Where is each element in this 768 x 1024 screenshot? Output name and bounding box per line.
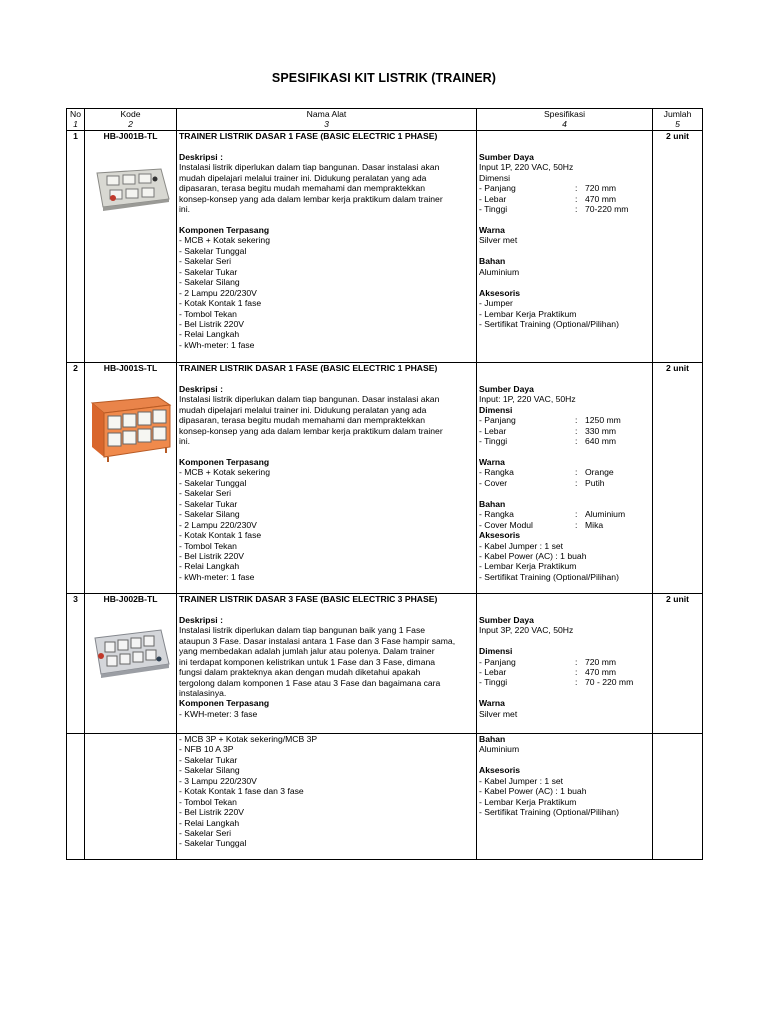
header-num-5: 5 xyxy=(653,119,703,130)
aksesoris-label: Aksesoris xyxy=(479,530,521,541)
table-row-continuation xyxy=(67,733,703,859)
dimensi-value: 70-220 mm xyxy=(585,204,629,215)
spesifikasi-cell xyxy=(477,733,653,859)
aksesoris-item: - Sertifikat Training (Optional/Pilihan) xyxy=(479,807,619,818)
komponen-item: - 3 Lampu 220/230V xyxy=(179,775,257,786)
komponen-item: - 2 Lampu 220/230V xyxy=(179,287,257,298)
dimensi-item xyxy=(479,677,650,687)
dimensi-colon: : xyxy=(575,677,578,688)
komponen-item: - Sakelar Tukar xyxy=(179,266,238,277)
aksesoris-item: - Kabel Power (AC) : 1 buah xyxy=(479,551,587,561)
warna-label: Warna xyxy=(479,456,505,467)
dimensi-value: 1250 mm xyxy=(585,415,621,426)
dimensi-label: Dimensi xyxy=(479,646,513,657)
dimensi-key: - Lebar xyxy=(479,667,507,678)
dimensi-colon: : xyxy=(575,656,578,667)
warna-label: Warna xyxy=(479,698,505,709)
bahan-value: Aluminium xyxy=(585,509,626,520)
deskripsi-line: yang membedakan adalah jumlah jalur atau polenya. Dalam trainer xyxy=(179,646,435,657)
komponen-item: - Bel Listrik 220V xyxy=(179,807,244,818)
komponen-item: - Sakelar Tunggal xyxy=(179,477,247,488)
deskripsi-line: instalasinya. xyxy=(179,687,227,698)
nama-alat-cell xyxy=(177,130,477,362)
aksesoris-item: - Lembar Kerja Praktikum xyxy=(479,796,577,807)
header-num-2: 2 xyxy=(85,119,177,130)
komponen-item: - Relai Langkah xyxy=(179,817,240,828)
deskripsi-line: mudah dipelajari melalui trainer ini. Didukung peralatan yang ada xyxy=(179,404,427,415)
komponen-item: - Sakelar Tukar xyxy=(179,754,238,765)
komponen-item: - Kotak Kontak 1 fase dan 3 fase xyxy=(179,786,304,797)
header-number-row xyxy=(67,119,703,130)
table-row xyxy=(67,130,703,362)
table-row xyxy=(67,593,703,733)
header-num-4: 4 xyxy=(477,119,653,130)
komponen-item: - 2 Lampu 220/230V xyxy=(179,519,257,530)
aksesoris-label: Aksesoris xyxy=(479,287,521,298)
dimensi-item xyxy=(479,194,650,204)
aksesoris-item: - Lembar Kerja Praktikum xyxy=(479,561,577,572)
komponen-item: - Bel Listrik 220V xyxy=(179,551,244,562)
dimensi-colon: : xyxy=(575,436,578,447)
dimensi-colon: : xyxy=(575,183,578,194)
header-jumlah: Jumlah xyxy=(653,109,703,120)
komponen-item: - Tombol Tekan xyxy=(179,796,237,807)
dimensi-key: - Tinggi xyxy=(479,677,508,688)
sumber-daya-label: Sumber Daya xyxy=(479,151,534,162)
header-nama-alat: Nama Alat xyxy=(177,109,477,120)
row-kode xyxy=(85,593,177,733)
kode-text: HB-J001S-TL xyxy=(103,362,158,373)
spesifikasi-cell xyxy=(477,362,653,593)
header-row xyxy=(67,109,703,120)
sumber-daya-label: Sumber Daya xyxy=(479,383,534,394)
spec-table xyxy=(66,108,703,860)
deskripsi-label: Deskripsi : xyxy=(179,614,223,625)
header-num-3: 3 xyxy=(177,119,477,130)
warna-colon: : xyxy=(575,477,578,488)
bahan-label: Bahan xyxy=(479,498,506,509)
bahan-colon: : xyxy=(575,509,578,520)
kode-text: HB-J002B-TL xyxy=(103,593,158,604)
deskripsi-line: ini. xyxy=(179,204,190,215)
deskripsi-line: mudah dipelajari melalui trainer ini. Didukung peralatan yang ada xyxy=(179,172,427,183)
bahan-key: - Cover Modul xyxy=(479,519,533,530)
nama-alat-cell xyxy=(177,362,477,593)
deskripsi-line: ataupun 3 Fase. Dasar instalasi antara 1 Fase dan 3 Fase hampir sama, xyxy=(179,635,456,646)
komponen-item: - Sakelar Tunggal xyxy=(179,245,247,256)
header-kode: Kode xyxy=(85,109,177,120)
aksesoris-item: - Kabel Jumper : 1 set xyxy=(479,540,564,551)
dimensi-key: - Tinggi xyxy=(479,436,508,447)
komponen-item: - Tombol Tekan xyxy=(179,540,237,551)
aksesoris-item: - Kabel Jumper : 1 set xyxy=(479,775,564,786)
row-jumlah: 2 unit xyxy=(653,130,703,362)
komponen-item: - Relai Langkah xyxy=(179,561,240,572)
komponen-item: - MCB + Kotak sekering xyxy=(179,235,270,246)
bahan-label: Bahan xyxy=(479,256,506,267)
dimensi-key: - Lebar xyxy=(479,193,507,204)
dimensi-item xyxy=(479,415,650,425)
dimensi-key: - Panjang xyxy=(479,656,516,667)
dimensi-item xyxy=(479,667,650,677)
dimensi-value: 470 mm xyxy=(585,193,617,204)
row-no: 2 xyxy=(67,362,85,593)
dimensi-value: 70 - 220 mm xyxy=(585,677,634,688)
empty-cell xyxy=(67,733,85,859)
komponen-item: - Sakelar Seri xyxy=(179,488,232,499)
header-no: No xyxy=(67,109,85,120)
bahan-key: - Rangka xyxy=(479,509,514,520)
empty-cell xyxy=(85,733,177,859)
deskripsi-line: konsep-konsep yang ada dalam lembar kerja praktikum dalam trainer xyxy=(179,425,443,436)
deskripsi-line: ini. xyxy=(179,436,190,447)
spesifikasi-cell xyxy=(477,130,653,362)
aksesoris-item: - Sertifikat Training (Optional/Pilihan) xyxy=(479,571,619,582)
dimensi-item xyxy=(479,657,650,667)
dimensi-item xyxy=(479,204,650,214)
dimensi-key: - Lebar xyxy=(479,425,507,436)
komponen-item: - Sakelar Silang xyxy=(179,765,240,776)
deskripsi-line: konsep-konsep yang ada dalam lembar kerja praktikum dalam trainer xyxy=(179,193,443,204)
table-row xyxy=(67,362,703,593)
item-title: TRAINER LISTRIK DASAR 3 FASE (BASIC ELECTRIC 3 PHASE) xyxy=(179,593,438,604)
komponen-label: Komponen Terpasang xyxy=(179,224,270,235)
dimensi-value: 470 mm xyxy=(585,667,617,678)
komponen-item: - Relai Langkah xyxy=(179,329,240,340)
dimensi-colon: : xyxy=(575,425,578,436)
header-num-1: 1 xyxy=(67,119,85,130)
warna-value: Orange xyxy=(585,467,614,478)
komponen-item: - NFB 10 A 3P xyxy=(179,744,234,755)
row-kode xyxy=(85,130,177,362)
bahan-colon: : xyxy=(575,519,578,530)
sumber-daya-value: Input 1P, 220 VAC, 50Hz xyxy=(479,162,574,173)
komponen-item: - Kotak Kontak 1 fase xyxy=(179,298,262,309)
row-no: 3 xyxy=(67,593,85,733)
item-title: TRAINER LISTRIK DASAR 1 FASE (BASIC ELECTRIC 1 PHASE) xyxy=(179,130,438,141)
komponen-item: - MCB 3P + Kotak sekering/MCB 3P xyxy=(179,733,318,744)
deskripsi-label: Deskripsi : xyxy=(179,383,223,394)
empty-cell xyxy=(653,733,703,859)
deskripsi-line: dipasaran, terasa begitu mudah memahami dan mempraktekkan xyxy=(179,183,426,194)
aksesoris-item: - Sertifikat Training (Optional/Pilihan) xyxy=(479,318,619,329)
bahan-value: Aluminium xyxy=(479,266,520,277)
trainer-3phase-image xyxy=(89,626,173,682)
row-kode xyxy=(85,362,177,593)
nama-alat-cell xyxy=(177,593,477,733)
komponen-item: - KWH-meter: 3 fase xyxy=(179,708,258,719)
header-spesifikasi: Spesifikasi xyxy=(477,109,653,120)
warna-item xyxy=(479,467,650,477)
dimensi-colon: : xyxy=(575,415,578,426)
deskripsi-line: Instalasi listrik diperlukan dalam tiap bangunan. Dasar instalasi akan xyxy=(179,162,440,173)
komponen-item: - Sakelar Seri xyxy=(179,256,232,267)
deskripsi-line: dipasaran, terasa begitu mudah memahami dan mempraktekkan xyxy=(179,415,426,426)
dimensi-item xyxy=(479,426,650,436)
dimensi-colon: : xyxy=(575,204,578,215)
bahan-value: Aluminium xyxy=(479,744,520,755)
kode-text: HB-J001B-TL xyxy=(103,130,158,141)
komponen-label: Komponen Terpasang xyxy=(179,456,270,467)
item-title: TRAINER LISTRIK DASAR 1 FASE (BASIC ELECTRIC 1 PHASE) xyxy=(179,362,438,373)
aksesoris-item: - Jumper xyxy=(479,298,513,309)
dimensi-value: 720 mm xyxy=(585,183,617,194)
bahan-label: Bahan xyxy=(479,733,506,744)
komponen-item: - Sakelar Seri xyxy=(179,827,232,838)
deskripsi-line: Instalasi listrik diperlukan dalam tiap bangunan baik yang 1 Fase xyxy=(179,625,426,636)
warna-key: - Cover xyxy=(479,477,508,488)
row-jumlah: 2 unit xyxy=(653,593,703,733)
dimensi-value: 720 mm xyxy=(585,656,617,667)
dimensi-value: 640 mm xyxy=(585,436,617,447)
bahan-item xyxy=(479,509,650,519)
row-no: 1 xyxy=(67,130,85,362)
deskripsi-line: fungsi dalam prakteknya akan dengan mudah diketahui apakah xyxy=(179,667,421,678)
sumber-daya-value: Input: 1P, 220 VAC, 50Hz xyxy=(479,394,576,405)
deskripsi-line: ini terdapat komponen kelistrikan untuk 1 Fase dan 3 Fase, dimana xyxy=(179,656,436,667)
warna-value: Putih xyxy=(585,477,605,488)
trainer-panel-image xyxy=(91,163,171,213)
dimensi-label: Dimensi xyxy=(479,404,513,415)
komponen-item: - MCB + Kotak sekering xyxy=(179,467,270,478)
aksesoris-item: - Lembar Kerja Praktikum xyxy=(479,308,577,319)
nama-alat-cell xyxy=(177,733,477,859)
warna-colon: : xyxy=(575,467,578,478)
dimensi-key: - Panjang xyxy=(479,415,516,426)
spesifikasi-cell xyxy=(477,593,653,733)
trainer-stand-image xyxy=(88,395,174,463)
dimensi-item xyxy=(479,436,650,446)
dimensi-value: 330 mm xyxy=(585,425,617,436)
dimensi-item xyxy=(479,183,650,193)
komponen-item: - kWh-meter: 1 fase xyxy=(179,571,255,582)
deskripsi-line: tergolong dalam komponen 1 Fase atau 3 Fase dan bagaimana cara xyxy=(179,677,441,688)
komponen-item: - Tombol Tekan xyxy=(179,308,237,319)
komponen-item: - Sakelar Tukar xyxy=(179,498,238,509)
komponen-item: - Sakelar Tunggal xyxy=(179,838,247,849)
deskripsi-label: Deskripsi : xyxy=(179,151,223,162)
warna-item xyxy=(479,478,650,488)
dimensi-label: Dimensi xyxy=(479,172,511,183)
dimensi-colon: : xyxy=(575,193,578,204)
komponen-item: - kWh-meter: 1 fase xyxy=(179,339,255,350)
sumber-daya-value: Input 3P, 220 VAC, 50Hz xyxy=(479,625,574,636)
warna-key: - Rangka xyxy=(479,467,514,478)
bahan-value: Mika xyxy=(585,519,604,530)
dimensi-key: - Panjang xyxy=(479,183,516,194)
page-title: SPESIFIKASI KIT LISTRIK (TRAINER) xyxy=(271,71,497,85)
row-jumlah: 2 unit xyxy=(653,362,703,593)
bahan-item xyxy=(479,520,650,530)
dimensi-key: - Tinggi xyxy=(479,204,508,215)
sumber-daya-label: Sumber Daya xyxy=(479,614,534,625)
deskripsi-line: Instalasi listrik diperlukan dalam tiap bangunan. Dasar instalasi akan xyxy=(179,394,440,405)
warna-value: Silver met xyxy=(479,235,518,246)
dimensi-colon: : xyxy=(575,667,578,678)
warna-label: Warna xyxy=(479,224,505,235)
komponen-item: - Sakelar Silang xyxy=(179,277,240,288)
aksesoris-item: - Kabel Power (AC) : 1 buah xyxy=(479,786,587,797)
komponen-item: - Kotak Kontak 1 fase xyxy=(179,530,262,541)
komponen-label: Komponen Terpasang xyxy=(179,698,270,709)
komponen-item: - Sakelar Silang xyxy=(179,509,240,520)
warna-value: Silver met xyxy=(479,708,518,719)
aksesoris-label: Aksesoris xyxy=(479,765,521,776)
komponen-item: - Bel Listrik 220V xyxy=(179,319,244,330)
